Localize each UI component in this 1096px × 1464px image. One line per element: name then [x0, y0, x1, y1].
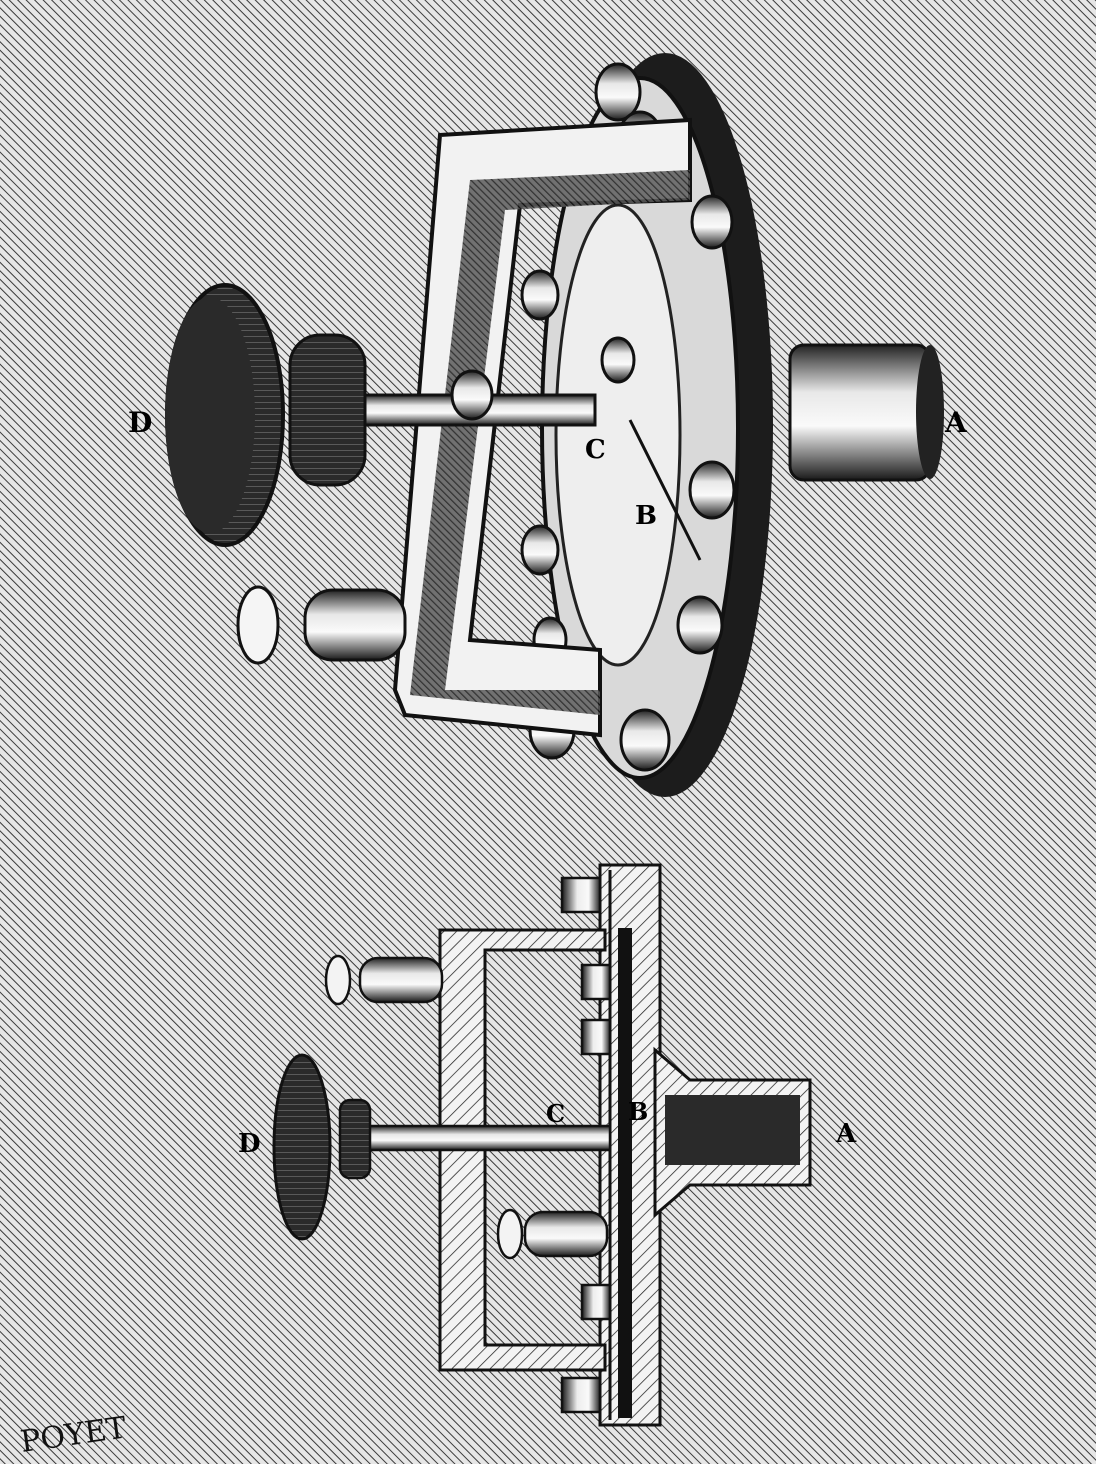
label-a-top: A: [945, 406, 967, 439]
section-mouthpiece-bore: [665, 1095, 800, 1165]
section-membrane: [618, 928, 632, 1418]
rim-screw-icon: [678, 597, 722, 653]
rim-screw-icon: [692, 196, 732, 248]
stud-icon: [562, 878, 600, 912]
rim-screw-icon: [690, 462, 734, 518]
label-c-bottom: C: [546, 1099, 566, 1128]
stud-icon: [582, 1020, 610, 1054]
small-screw-icon: [452, 371, 492, 419]
label-d-bottom: D: [238, 1129, 261, 1159]
section-screw-collar: [340, 1100, 370, 1178]
mouthpiece-end: [916, 345, 944, 479]
label-d-top: D: [128, 406, 153, 439]
regulating-screw-collar: [290, 335, 365, 485]
section-knob-icon: [274, 1055, 330, 1239]
binding-post-head-icon: [238, 587, 278, 663]
inner-screw-icon: [602, 338, 634, 382]
section-binding-post-lower: [525, 1212, 607, 1256]
binding-post-head-icon: [498, 1210, 522, 1258]
inner-screw-icon: [522, 271, 558, 319]
stud-icon: [582, 1285, 610, 1319]
rim-screw-icon: [621, 710, 669, 770]
inner-screw-icon: [522, 526, 558, 574]
label-a-bottom: A: [836, 1119, 857, 1149]
membrane-face: [556, 205, 680, 665]
label-c-top: C: [585, 435, 606, 465]
binding-post-head-icon: [326, 956, 350, 1004]
label-b-top: B: [635, 501, 657, 531]
mouthpiece-tube: [790, 345, 930, 480]
label-b-bottom: B: [628, 1097, 649, 1126]
engraver-signature: POYET: [18, 1410, 129, 1460]
regulating-knob-face: [165, 297, 255, 533]
binding-post-body: [305, 590, 405, 660]
section-binding-post-upper: [360, 958, 442, 1002]
stud-icon: [582, 965, 610, 999]
stud-icon: [562, 1378, 600, 1412]
section-screw-shaft: [360, 1126, 610, 1150]
